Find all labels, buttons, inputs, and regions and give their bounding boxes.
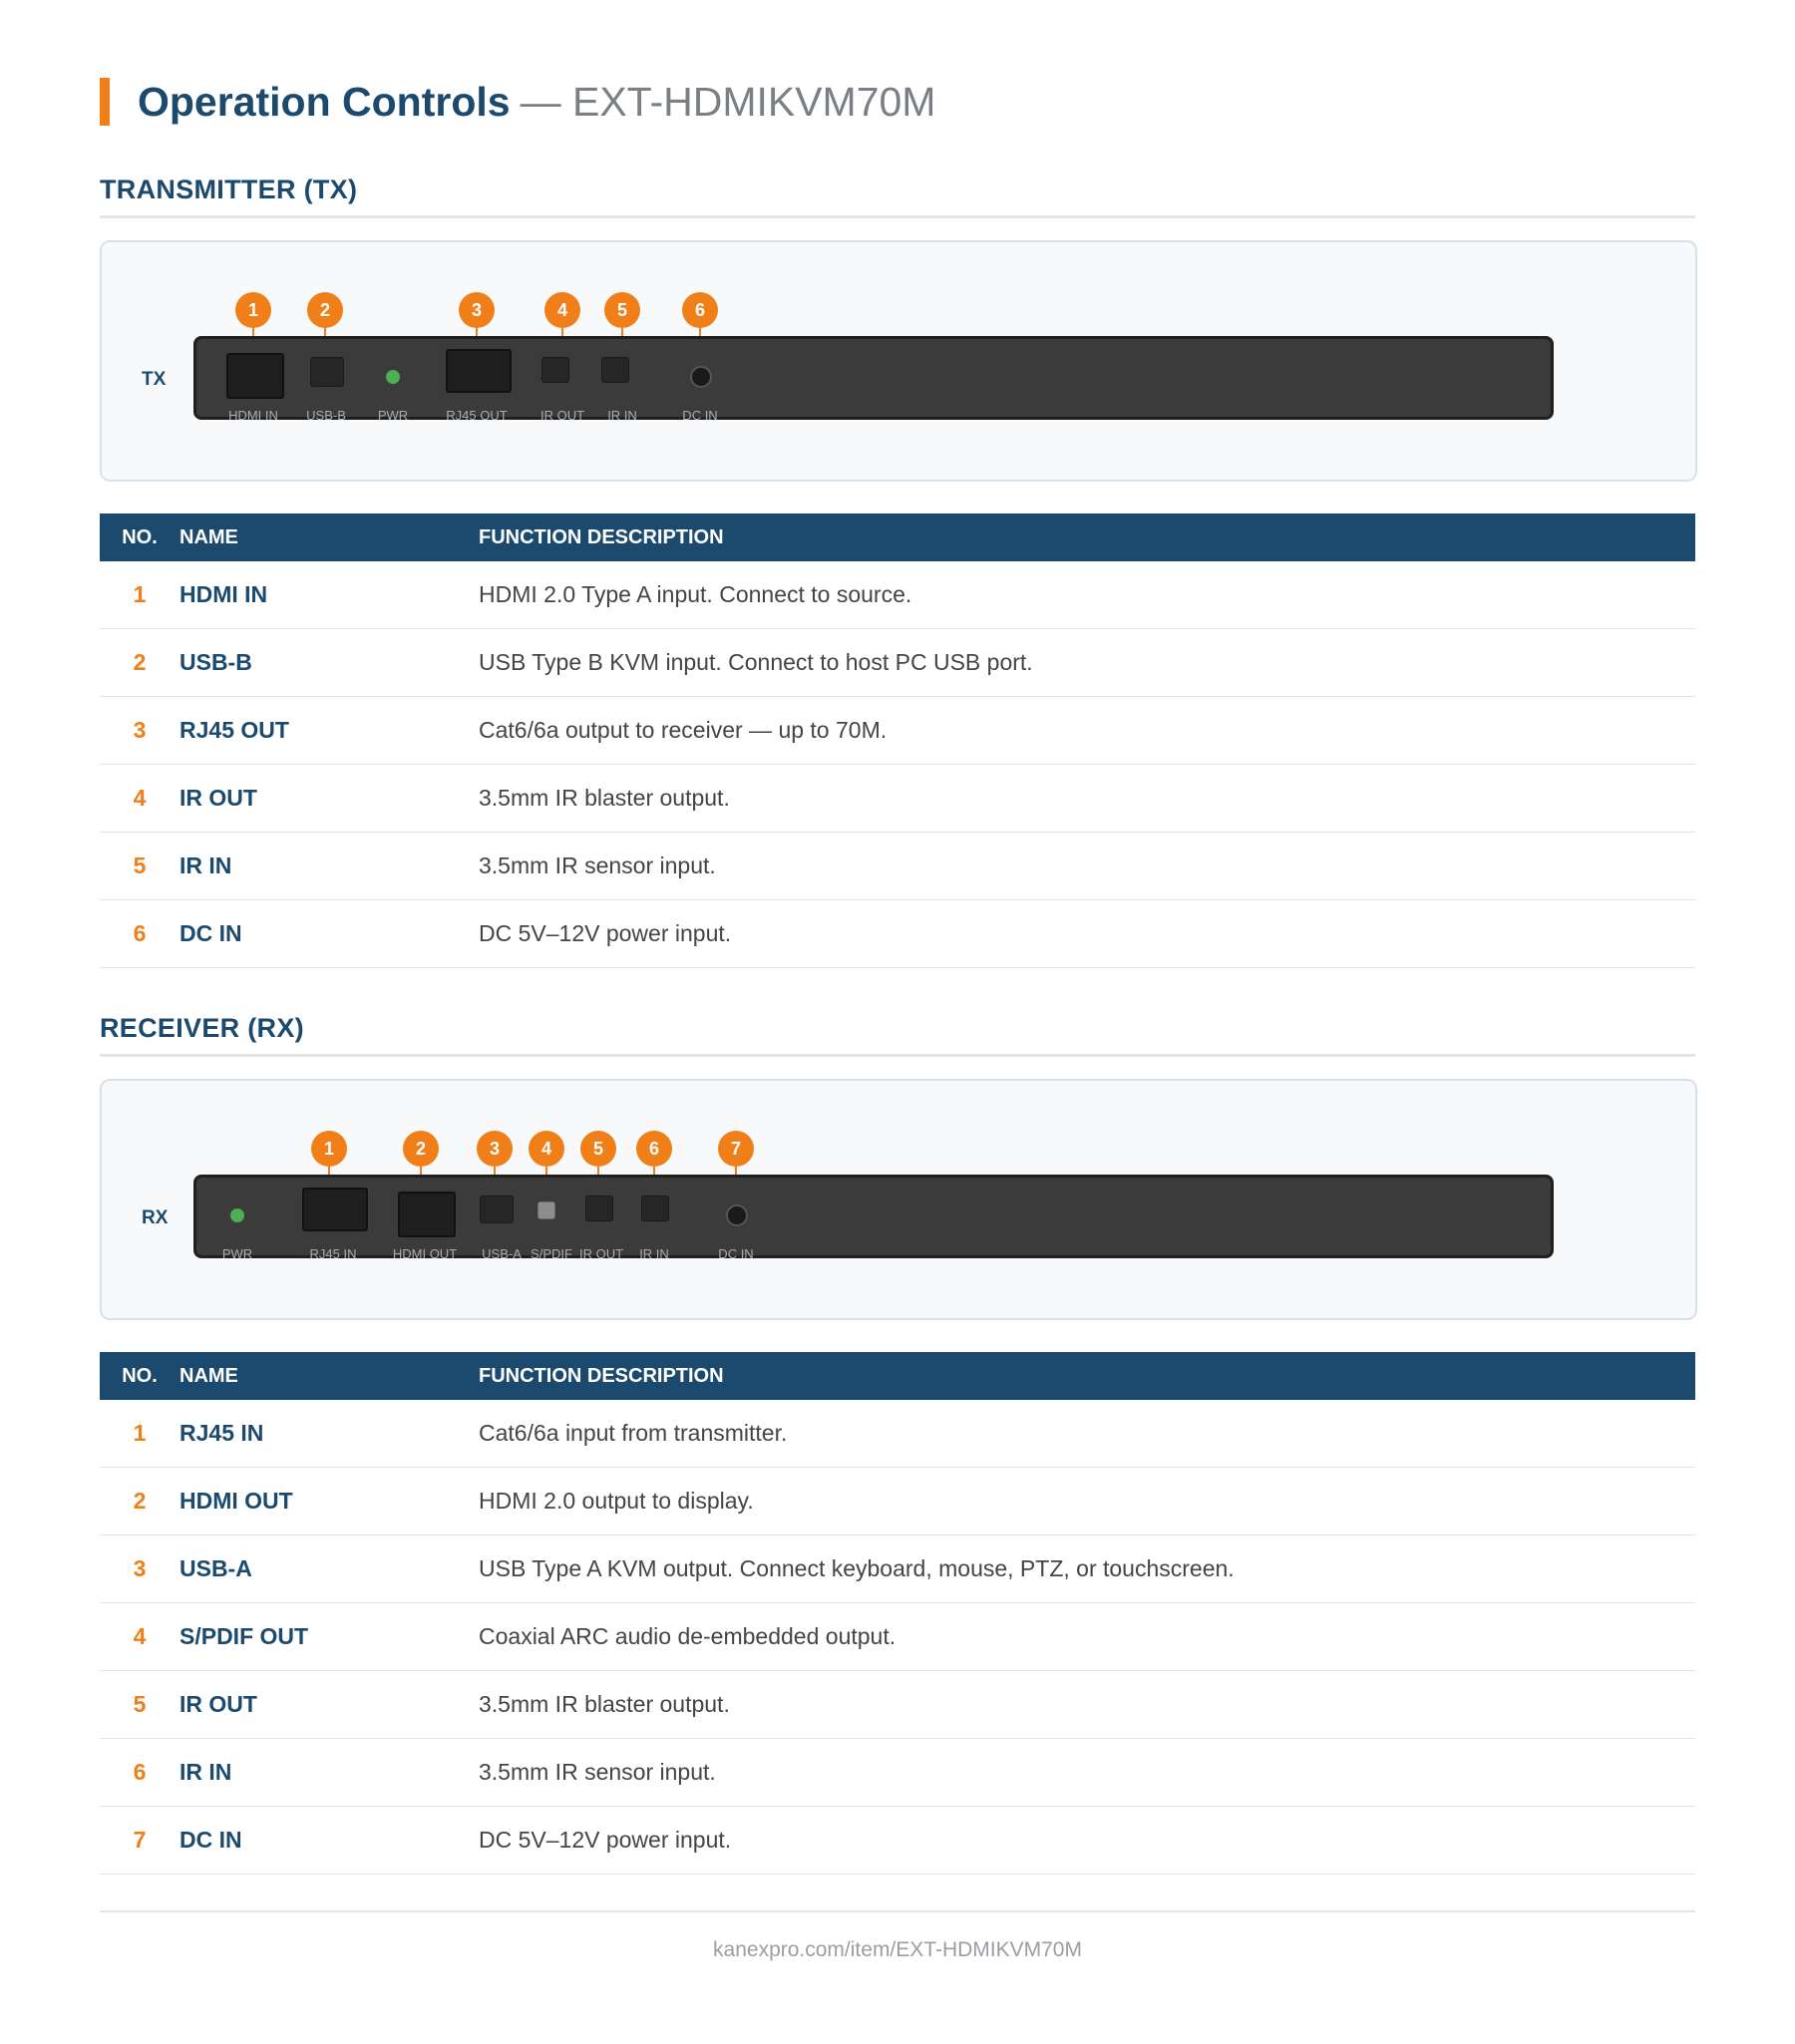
port-label: HDMI IN xyxy=(228,408,278,423)
row-name: HDMI IN xyxy=(180,561,479,629)
port-label: IR OUT xyxy=(578,1246,624,1261)
footer-divider xyxy=(100,1910,1695,1912)
row-number: 3 xyxy=(100,697,180,765)
row-name: IR OUT xyxy=(180,765,479,833)
row-number: 7 xyxy=(100,1807,180,1874)
callout-badge: 2 xyxy=(307,292,343,328)
title-model: — EXT-HDMIKVM70M xyxy=(520,78,936,125)
row-description: 3.5mm IR sensor input. xyxy=(479,833,1695,900)
port-label: RJ45 OUT xyxy=(446,408,508,423)
callout-badge: 1 xyxy=(311,1131,347,1167)
rx-diagram-panel xyxy=(100,1079,1697,1320)
dc-in-jack xyxy=(690,366,712,388)
row-number: 4 xyxy=(100,1603,180,1671)
table-row xyxy=(100,1671,1695,1739)
callout-badge: 4 xyxy=(544,292,580,328)
hdmi-out-port xyxy=(398,1192,456,1237)
port-label: PWR xyxy=(221,1246,253,1261)
table-row xyxy=(100,1603,1695,1671)
ir-out-port xyxy=(541,357,569,383)
page-title xyxy=(100,78,935,126)
col-header-name: NAME xyxy=(180,513,479,561)
table-row xyxy=(100,1807,1695,1874)
port-label: RJ45 IN xyxy=(309,1246,357,1261)
callout-badge: 3 xyxy=(459,292,495,328)
callout-badge: 5 xyxy=(604,292,640,328)
row-number: 6 xyxy=(100,1739,180,1807)
ir-in-port xyxy=(641,1195,669,1221)
table-header-row xyxy=(100,513,1695,561)
row-number: 1 xyxy=(100,1400,180,1468)
port-label: USB-B xyxy=(306,408,346,423)
callout-badge: 4 xyxy=(529,1131,564,1167)
port-label: IR IN xyxy=(639,1246,669,1261)
row-description: HDMI 2.0 Type A input. Connect to source. xyxy=(479,561,1695,629)
row-name: USB-B xyxy=(180,629,479,697)
row-description: DC 5V–12V power input. xyxy=(479,1807,1695,1874)
row-number: 5 xyxy=(100,833,180,900)
row-name: IR IN xyxy=(180,833,479,900)
row-name: DC IN xyxy=(180,1807,479,1874)
row-description: 3.5mm IR blaster output. xyxy=(479,765,1695,833)
row-name: RJ45 IN xyxy=(180,1400,479,1468)
callout-badge: 6 xyxy=(636,1131,672,1167)
row-number: 6 xyxy=(100,900,180,968)
port-label: S/PDIF xyxy=(531,1246,572,1261)
row-name: HDMI OUT xyxy=(180,1468,479,1535)
row-name: USB-A xyxy=(180,1535,479,1603)
power-led-icon xyxy=(386,370,400,384)
tx-device-body xyxy=(193,336,1554,423)
row-description: 3.5mm IR sensor input. xyxy=(479,1739,1695,1807)
table-row xyxy=(100,561,1695,629)
row-description: Coaxial ARC audio de-embedded output. xyxy=(479,1603,1695,1671)
row-description: USB Type A KVM output. Connect keyboard, mouse, PTZ, or touchscreen. xyxy=(479,1535,1695,1603)
ir-out-port xyxy=(585,1195,613,1221)
port-label: IR OUT xyxy=(539,408,585,423)
col-header-no: NO. xyxy=(100,513,180,561)
callout-badge: 5 xyxy=(580,1131,616,1167)
usb-b-port xyxy=(310,357,344,387)
rx-device-label: RX xyxy=(142,1207,169,1228)
table-row xyxy=(100,629,1695,697)
spdif-out-port xyxy=(538,1201,555,1219)
port-label: DC IN xyxy=(682,408,718,423)
col-header-description: FUNCTION DESCRIPTION xyxy=(479,513,1695,561)
hdmi-in-port xyxy=(226,353,284,399)
tx-spec-table xyxy=(100,513,1695,968)
row-name: IR OUT xyxy=(180,1671,479,1739)
rj45-in-port xyxy=(302,1188,368,1231)
table-row xyxy=(100,765,1695,833)
col-header-name: NAME xyxy=(180,1352,479,1400)
table-header-row xyxy=(100,1352,1695,1400)
row-number: 5 xyxy=(100,1671,180,1739)
callout-badge: 2 xyxy=(403,1131,439,1167)
row-name: DC IN xyxy=(180,900,479,968)
table-row xyxy=(100,1400,1695,1468)
row-number: 2 xyxy=(100,629,180,697)
row-name: IR IN xyxy=(180,1739,479,1807)
section-title-rx: RECEIVER (RX) xyxy=(100,1013,1695,1057)
col-header-no: NO. xyxy=(100,1352,180,1400)
row-number: 3 xyxy=(100,1535,180,1603)
row-description: USB Type B KVM input. Connect to host PC USB port. xyxy=(479,629,1695,697)
port-label: HDMI OUT xyxy=(392,1246,458,1261)
port-label: IR IN xyxy=(607,408,637,423)
rx-spec-table xyxy=(100,1352,1695,1874)
tx-device-label: TX xyxy=(142,369,167,390)
row-name: RJ45 OUT xyxy=(180,697,479,765)
ir-in-port xyxy=(601,357,629,383)
callout-badge: 6 xyxy=(682,292,718,328)
title-text: Operation Controls xyxy=(138,78,511,125)
port-label: USB-A xyxy=(482,1246,522,1261)
port-label: PWR xyxy=(377,408,409,423)
table-row xyxy=(100,1468,1695,1535)
callout-badge: 7 xyxy=(718,1131,754,1167)
table-row xyxy=(100,900,1695,968)
table-row xyxy=(100,1739,1695,1807)
tx-diagram-panel xyxy=(100,240,1697,482)
footer-url-link[interactable]: kanexpro.com/item/EXT-HDMIKVM70M xyxy=(713,1938,1082,1961)
dc-in-jack xyxy=(726,1204,748,1226)
title-accent-bar xyxy=(100,78,110,126)
row-description: Cat6/6a output to receiver — up to 70M. xyxy=(479,697,1695,765)
row-description: HDMI 2.0 output to display. xyxy=(479,1468,1695,1535)
col-header-description: FUNCTION DESCRIPTION xyxy=(479,1352,1695,1400)
usb-a-port xyxy=(480,1195,514,1223)
table-row xyxy=(100,833,1695,900)
port-label: DC IN xyxy=(718,1246,754,1261)
row-name: S/PDIF OUT xyxy=(180,1603,479,1671)
row-description: Cat6/6a input from transmitter. xyxy=(479,1400,1695,1468)
callout-badge: 3 xyxy=(477,1131,513,1167)
section-title-tx: TRANSMITTER (TX) xyxy=(100,174,1695,218)
row-number: 4 xyxy=(100,765,180,833)
table-row xyxy=(100,697,1695,765)
row-number: 2 xyxy=(100,1468,180,1535)
callout-badge: 1 xyxy=(235,292,271,328)
row-number: 1 xyxy=(100,561,180,629)
row-description: DC 5V–12V power input. xyxy=(479,900,1695,968)
row-description: 3.5mm IR blaster output. xyxy=(479,1671,1695,1739)
table-row xyxy=(100,1535,1695,1603)
power-led-icon xyxy=(230,1208,244,1222)
rj45-out-port xyxy=(446,349,512,393)
rx-device-body xyxy=(193,1175,1554,1261)
